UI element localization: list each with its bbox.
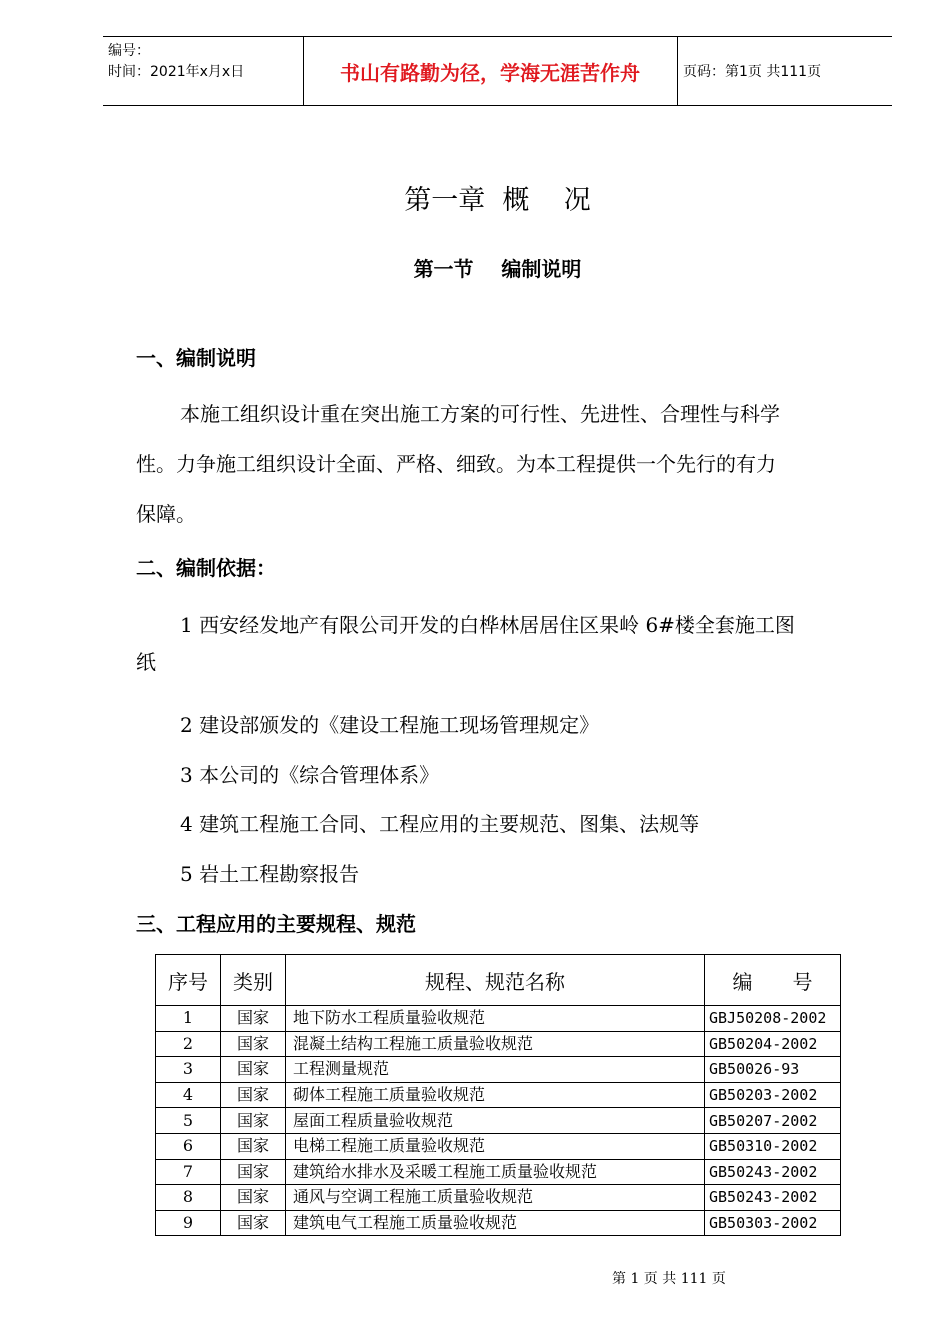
row-standard-name: 电梯工程施工质量验收规范	[286, 1133, 705, 1159]
row-index: 9	[156, 1210, 221, 1236]
row-code: GB50203-2002	[705, 1082, 841, 1108]
chapter-title: 第一章 概 况	[404, 185, 591, 216]
table-row	[156, 1082, 841, 1108]
row-standard-name: 建筑给水排水及采暖工程施工质量验收规范	[286, 1159, 705, 1185]
col-header: 规程、规范名称	[286, 955, 705, 1006]
table-row	[156, 1057, 841, 1083]
row-standard-name: 屋面工程质量验收规范	[286, 1108, 705, 1134]
col-header: 编 号	[705, 955, 841, 1006]
basis-item: 4 建筑工程施工合同、工程应用的主要规范、图集、法规等	[180, 812, 700, 836]
table-row	[156, 1185, 841, 1211]
header-motto: 书山有路勤为径，学海无涯苦作舟	[340, 60, 640, 85]
row-standard-name: 工程测量规范	[286, 1057, 705, 1083]
col-header: 类别	[221, 955, 286, 1006]
table-row	[156, 1159, 841, 1185]
paragraph-line: 本施工组织设计重在突出施工方案的可行性、先进性、合理性与科学	[180, 402, 780, 426]
row-category: 国家	[221, 1133, 286, 1159]
row-code: GB50204-2002	[705, 1031, 841, 1057]
table-row	[156, 1133, 841, 1159]
row-category: 国家	[221, 1031, 286, 1057]
page-header	[103, 36, 892, 106]
row-category: 国家	[221, 1185, 286, 1211]
section-title: 第一节 编制说明	[413, 257, 582, 281]
row-index: 5	[156, 1108, 221, 1134]
row-standard-name: 混凝土结构工程施工质量验收规范	[286, 1031, 705, 1057]
time-label: 时间：2021年x月x日	[108, 64, 245, 80]
header-meta	[108, 41, 244, 83]
row-index: 6	[156, 1133, 221, 1159]
table-row	[156, 1006, 841, 1032]
table-row	[156, 1108, 841, 1134]
row-category: 国家	[221, 1108, 286, 1134]
paragraph-line: 保障。	[136, 502, 196, 526]
row-index: 2	[156, 1031, 221, 1057]
row-code: GB50243-2002	[705, 1185, 841, 1211]
row-standard-name: 通风与空调工程施工质量验收规范	[286, 1185, 705, 1211]
row-index: 4	[156, 1082, 221, 1108]
col-header: 序号	[156, 955, 221, 1006]
row-index: 7	[156, 1159, 221, 1185]
row-standard-name: 建筑电气工程施工质量验收规范	[286, 1210, 705, 1236]
row-code: GB50026-93	[705, 1057, 841, 1083]
row-index: 8	[156, 1185, 221, 1211]
header-page-info: 页码：第1页 共111页	[683, 64, 822, 80]
row-code: GB50243-2002	[705, 1159, 841, 1185]
row-category: 国家	[221, 1082, 286, 1108]
row-category: 国家	[221, 1057, 286, 1083]
basis-item: 5 岩土工程勘察报告	[180, 862, 360, 886]
row-code: GB50310-2002	[705, 1133, 841, 1159]
standards-table	[155, 954, 841, 1236]
row-code: GB50207-2002	[705, 1108, 841, 1134]
row-code: GBJ50208-2002	[705, 1006, 841, 1032]
basis-item: 2 建设部颁发的《建设工程施工现场管理规定》	[180, 713, 600, 737]
part1-heading: 一、编制说明	[136, 346, 256, 370]
row-category: 国家	[221, 1210, 286, 1236]
basis-item-continued: 纸	[136, 650, 156, 674]
table-header-row	[156, 955, 841, 1006]
row-code: GB50303-2002	[705, 1210, 841, 1236]
number-label: 编号：	[108, 43, 150, 59]
part2-heading: 二、编制依据：	[136, 556, 276, 580]
row-standard-name: 地下防水工程质量验收规范	[286, 1006, 705, 1032]
row-index: 1	[156, 1006, 221, 1032]
part1-paragraph	[136, 389, 866, 539]
row-index: 3	[156, 1057, 221, 1083]
row-category: 国家	[221, 1006, 286, 1032]
row-standard-name: 砌体工程施工质量验收规范	[286, 1082, 705, 1108]
basis-item: 1 西安经发地产有限公司开发的白桦林居居住区果岭 6#楼全套施工图	[180, 613, 795, 637]
paragraph-line: 性。力争施工组织设计全面、严格、细致。为本工程提供一个先行的有力	[136, 452, 776, 476]
basis-item: 3 本公司的《综合管理体系》	[180, 763, 440, 787]
table-row	[156, 1210, 841, 1236]
row-category: 国家	[221, 1159, 286, 1185]
page-footer: 第 1 页 共 111 页	[612, 1271, 726, 1287]
header-divider	[677, 37, 678, 105]
table-row	[156, 1031, 841, 1057]
part3-heading: 三、工程应用的主要规程、规范	[136, 912, 416, 936]
